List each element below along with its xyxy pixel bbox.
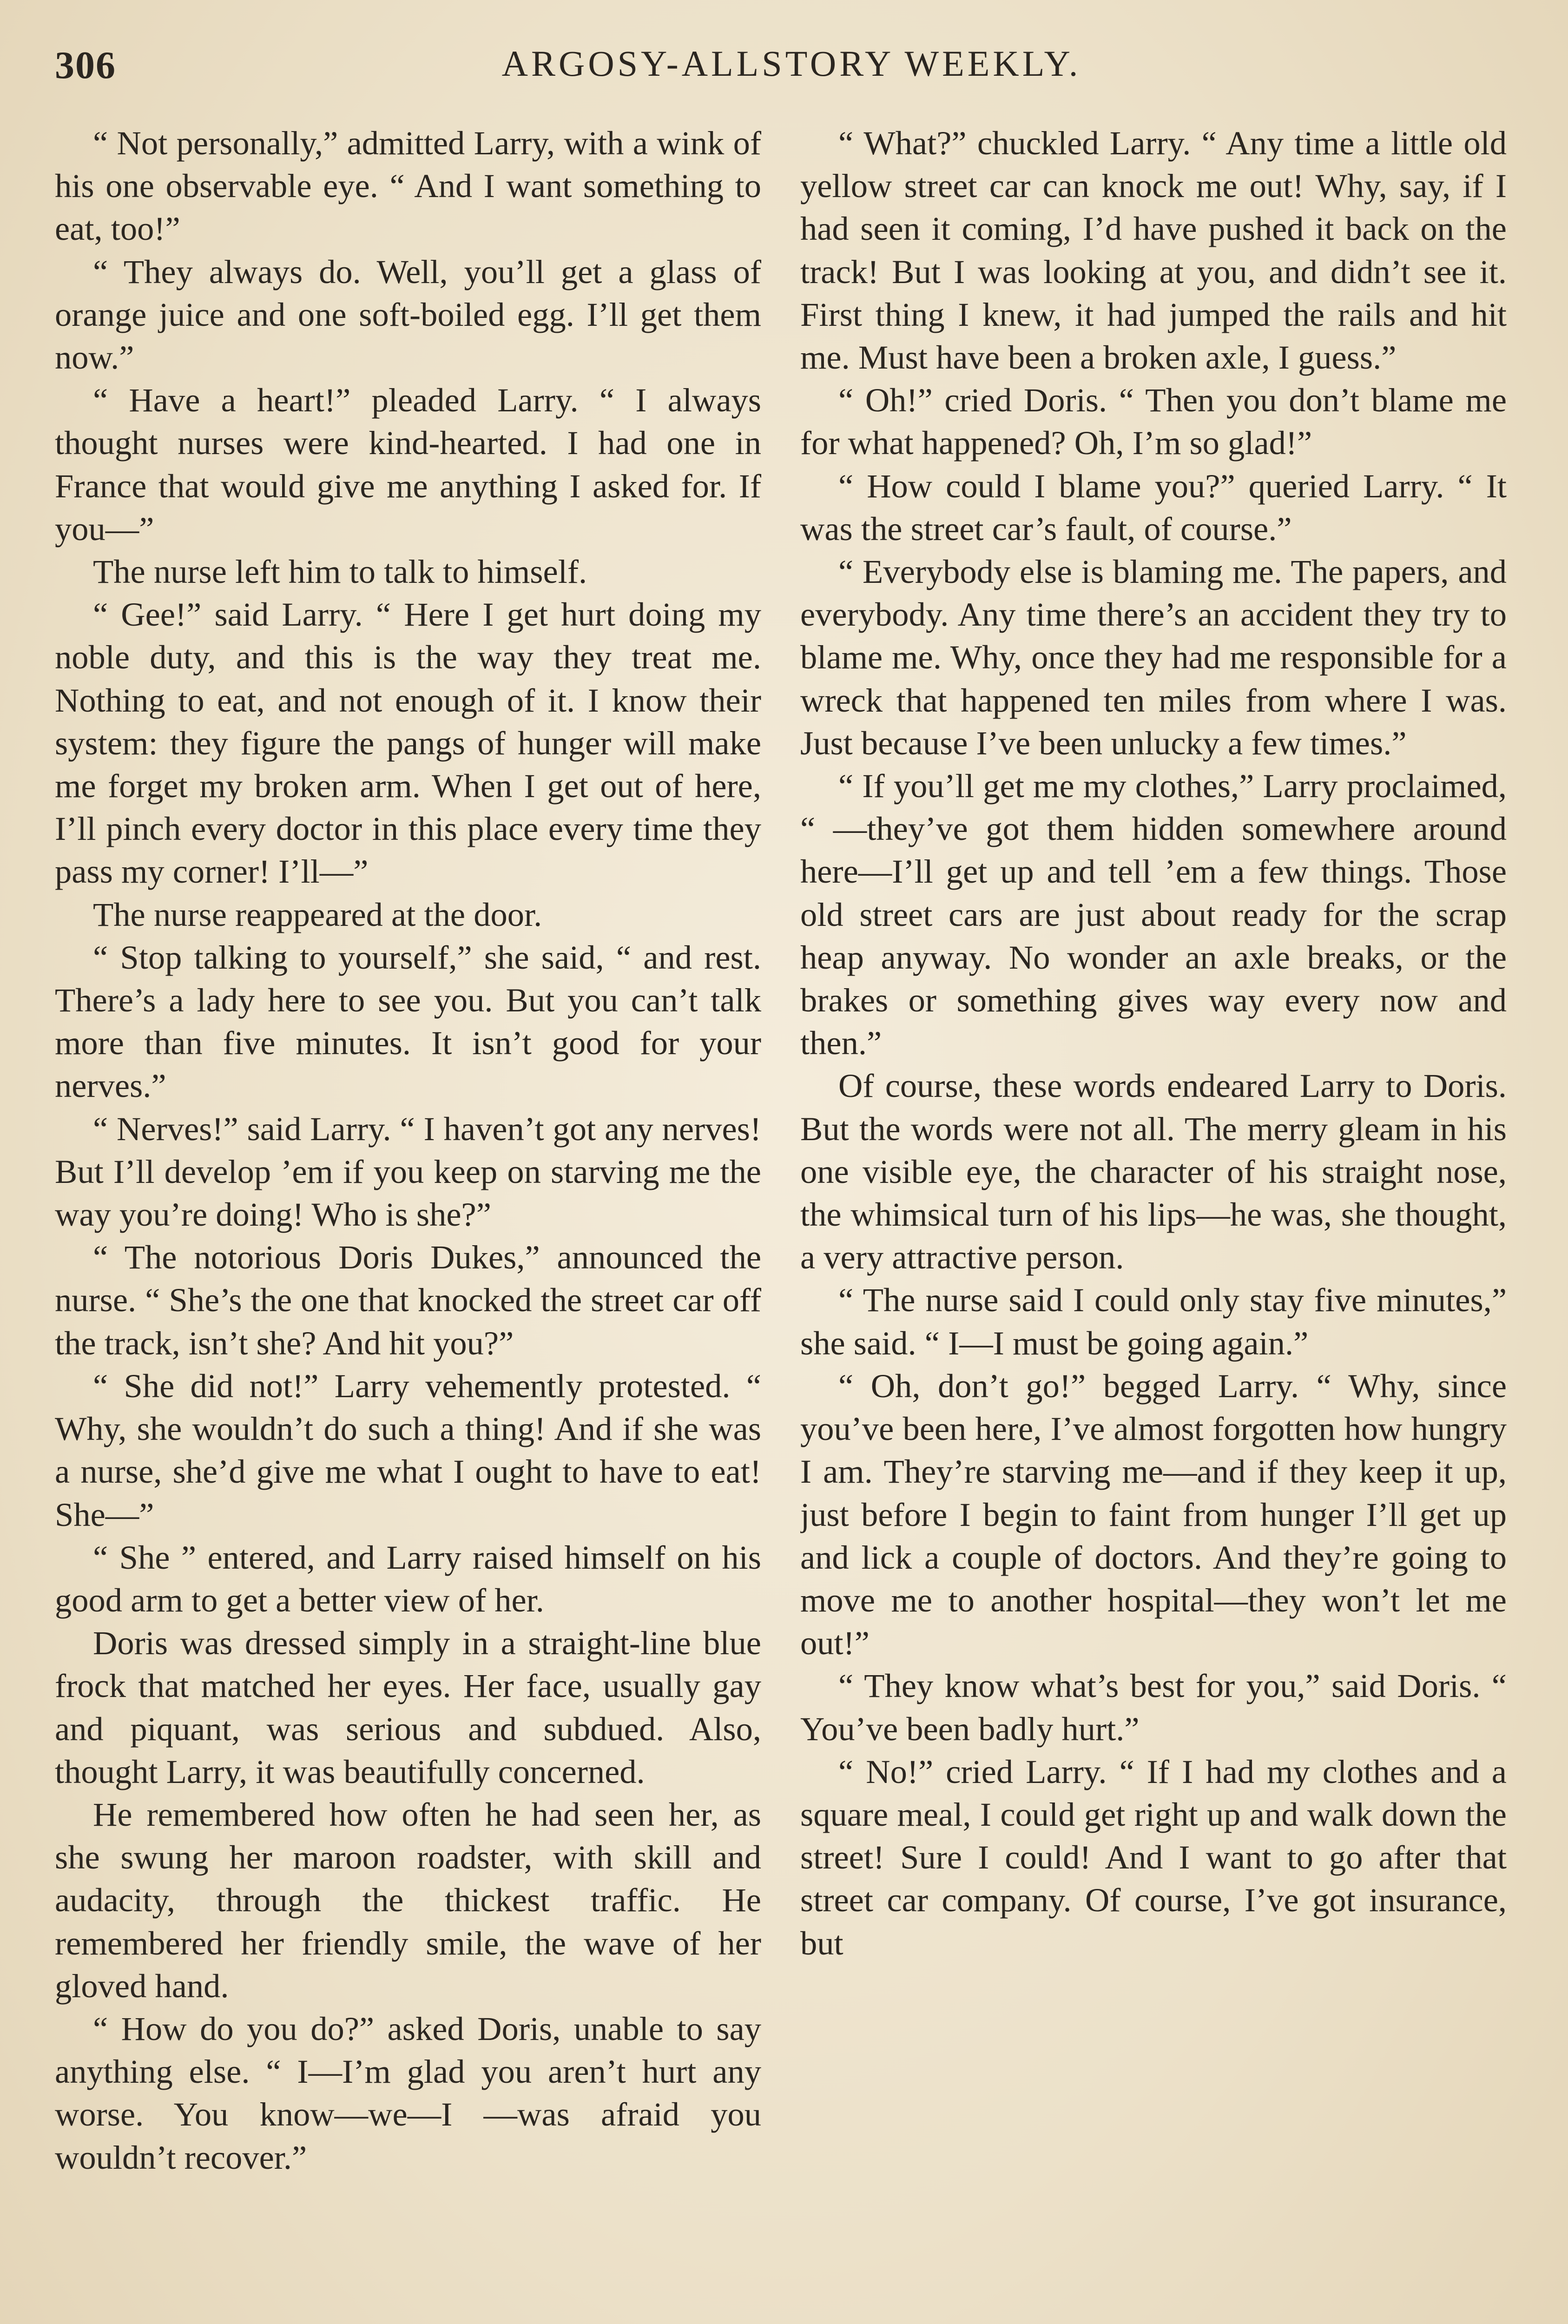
paragraph: “ Not personally,” admitted Larry, with a wink of his one observable eye. “ And I want something to eat, too!” [55, 124, 761, 248]
paragraph: Doris was dressed simply in a straight-line blue frock that matched her eyes. Her face, usually gay and piquant, was serious and subdued. Also, thought Larry, it was beautifully concerned. [55, 1624, 761, 1790]
paragraph: The nurse left him to talk to himself. [93, 553, 587, 591]
paragraph: “ They know what’s best for you,” said Doris. “ You’ve been badly hurt.” [800, 1667, 1507, 1748]
left-column [55, 122, 761, 2324]
paragraph: “ She ” entered, and Larry raised himself on his good arm to get a better view of her. [55, 1538, 761, 1619]
paragraph: He remembered how often he had seen her, as she swung her maroon roadster, with skill and audacity, through the thickest traffic. He remembered her friendly smile, the wave of her gloved hand. [55, 1795, 761, 2005]
right-column [800, 122, 1507, 2324]
paragraph: “ They always do. Well, you’ll get a glass of orange juice and one soft-boiled egg. I’ll get them now.” [55, 252, 761, 376]
paragraph: “ How do you do?” asked Doris, unable to say anything else. “ I—I’m glad you aren’t hurt any worse. You know—we—I —was afraid you wouldn’t recover.” [55, 2009, 761, 2176]
paragraph: Of course, these words endeared Larry to Doris. But the words were not all. The merry gleam in his one visible eye, the character of his straight nose, the whimsical turn of his lips—he was, she thought, a very attractive person. [800, 1067, 1507, 1276]
paragraph: “ If you’ll get me my clothes,” Larry proclaimed, “ —they’ve got them hidden somewhere around here—I’ll get up and tell ’em a few things. Those old street cars are just about ready for the scrap heap anyway. No wonder an axle breaks, or the brakes or something gives way every now and then.” [800, 767, 1507, 1062]
paragraph: “ Gee!” said Larry. “ Here I get hurt doing my noble duty, and this is the way they treat me. Nothing to eat, and not enough of it. I know their system: they figure the pangs of hunger will make me forget my broken arm. When I get out of here, I’ll pinch every doctor in this place every time they pass my corner! I’ll—” [55, 595, 761, 891]
paragraph: “ Everybody else is blaming me. The papers, and everybody. Any time there’s an accident they try to blame me. Why, once they had me responsible for a wreck that happened ten miles from where I was. Just because I’ve been unlucky a few times.” [800, 553, 1507, 762]
paragraph: “ Nerves!” said Larry. “ I haven’t got any nerves! But I’ll develop ’em if you keep on starving me the way you’re doing! Who is she?” [55, 1109, 761, 1234]
paragraph: “ How could I blame you?” queried Larry. “ It was the street car’s fault, of course.” [800, 467, 1507, 548]
paragraph: “ The nurse said I could only stay five minutes,” she said. “ I—I must be going again.” [800, 1281, 1507, 1362]
paragraph: “ The notorious Doris Dukes,” announced the nurse. “ She’s the one that knocked the street car off the track, isn’t she? And hit you?” [55, 1238, 761, 1362]
paragraph: “ Have a heart!” pleaded Larry. “ I always thought nurses were kind-hearted. I had one in France that would give me anything I asked for. If you—” [55, 381, 761, 548]
paragraph: “ No!” cried Larry. “ If I had my clothes and a square meal, I could get right up and walk down the street! Sure I could! And I want to go after that street car company. Of course, I’ve got insurance, but [800, 1752, 1507, 1962]
page-number: 306 [55, 44, 116, 87]
paragraph: “ Oh, don’t go!” begged Larry. “ Why, since you’ve been here, I’ve almost forgotten how hungry I am. They’re starving me—and if they keep it up, just before I begin to faint from hunger I’ll get up and lick a couple of doctors. And they’re going to move me to another hospital—they won’t let me out!” [800, 1367, 1507, 1662]
paragraph: “ Oh!” cried Doris. “ Then you don’t blame me for what happened? Oh, I’m so glad!” [800, 381, 1507, 462]
paragraph: “ What?” chuckled Larry. “ Any time a little old yellow street car can knock me out! Why, say, if I had seen it coming, I’d have pushed it back on the track! But I was looking at you, and didn’t see it. First thing I knew, it had jumped the rails and hit me. Must have been a broken axle, I guess.” [800, 124, 1507, 376]
paragraph: “ Stop talking to yourself,” she said, “ and rest. There’s a lady here to see you. But you can’t talk more than five minutes. It isn’t good for your nerves.” [55, 938, 761, 1105]
paragraph: “ She did not!” Larry vehemently protested. “ Why, she wouldn’t do such a thing! And if she was a nurse, she’d give me what I ought to have to eat! She—” [55, 1367, 761, 1533]
running-title: ARGOSY-ALLSTORY WEEKLY. [501, 43, 1081, 84]
page-header [55, 43, 1528, 99]
paragraph: The nurse reappeared at the door. [93, 895, 542, 933]
